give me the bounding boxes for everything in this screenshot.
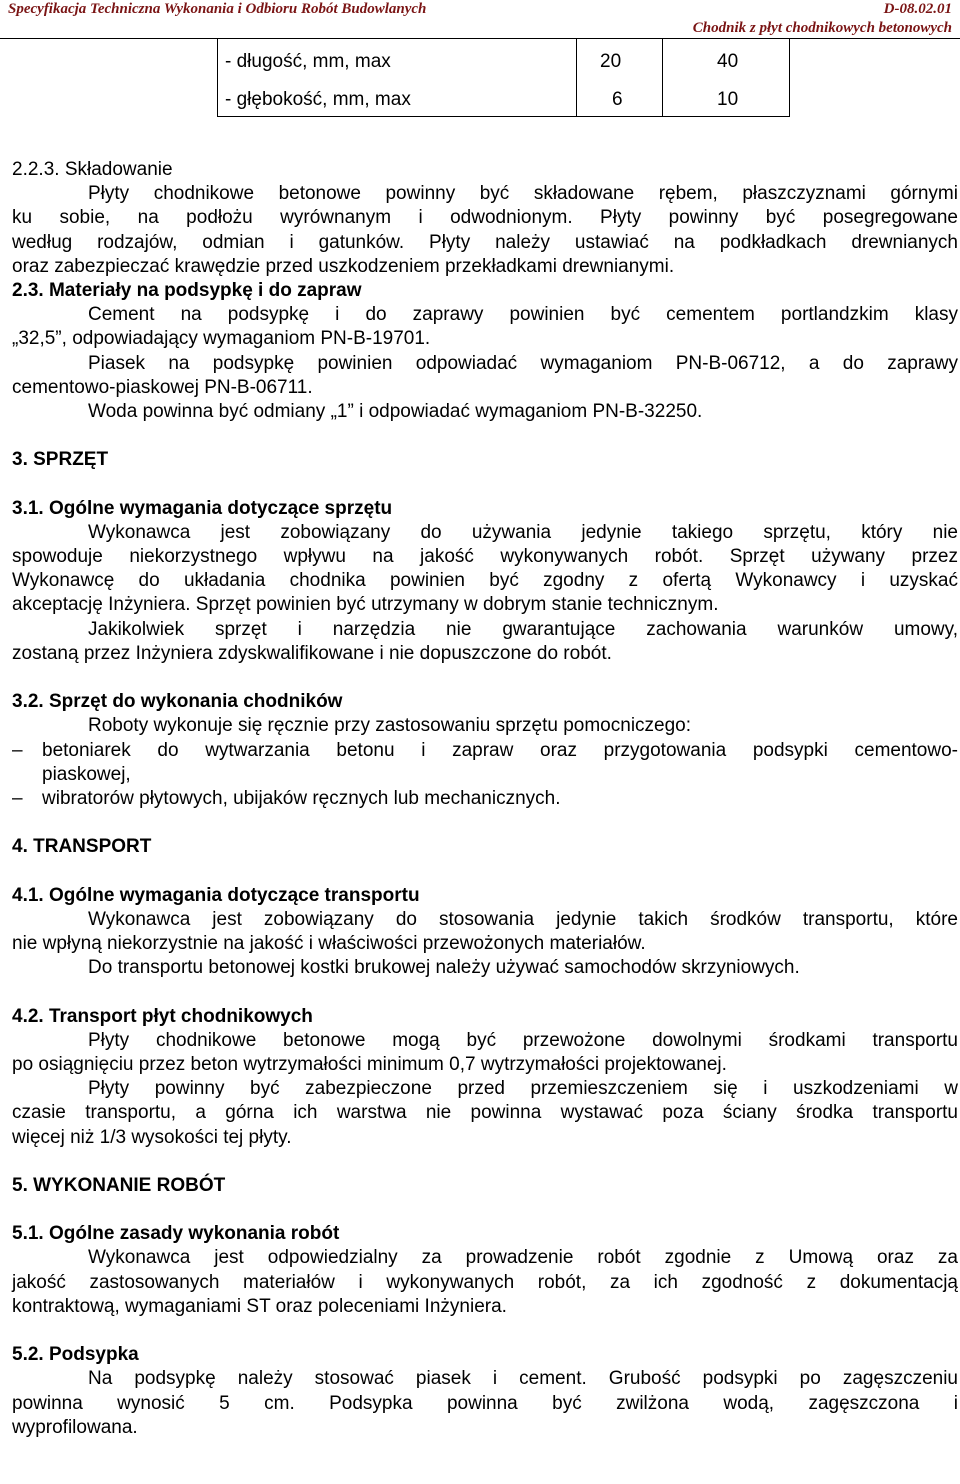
dash-bullet-icon: –: [12, 739, 23, 761]
chapter-heading: 5. WYKONANIE ROBÓT: [12, 1174, 226, 1196]
paragraph-line: cementowo-piaskowej PN-B-06711.: [12, 376, 313, 398]
paragraph-line: Wykonawca jest odpowiedzialny za prowadzenie robót zgodnie z Umową oraz za: [88, 1247, 958, 1269]
spacer: [12, 424, 958, 448]
list-item-continuation: piaskowej,: [42, 763, 131, 785]
list-item-text: betoniarek do wytwarzania betonu i zapraw oraz przygotowania podsypki cementowo-: [42, 739, 958, 761]
table-cell-value: 10: [717, 89, 739, 110]
paragraph-line: Płyty chodnikowe betonowe mogą być przewożone dowolnymi środkami transportu: [88, 1029, 958, 1051]
list-item: [12, 739, 958, 763]
spacer: [12, 666, 958, 690]
paragraph-line: oraz zabezpieczać krawędzie przed uszkodzeniem przekładkami drewnianymi.: [12, 255, 675, 277]
paragraph-line: Cement na podsypkę i do zaprawy powinien być cementem portlandzkim klasy: [88, 304, 958, 326]
table-border-bottom: [217, 116, 790, 117]
section-heading: 2.2.3. Składowanie: [12, 159, 173, 180]
paragraph-line: Piasek na podsypkę powinien odpowiadać wymaganiom PN-B-06712, a do zaprawy: [88, 352, 958, 374]
paragraph-line: nie wpłyną niekorzystnie na jakość i właściwości przewożonych materiałów.: [12, 933, 646, 954]
table-cell-value: 6: [612, 89, 623, 110]
paragraph-line: wyprofilowana.: [12, 1416, 138, 1438]
paragraph-line: Wykonawca jest zobowiązany do stosowania jedynie takich środków transportu, które: [88, 908, 958, 930]
spacer: [12, 1198, 958, 1222]
table-divider-2: [662, 39, 663, 117]
header-spec-code: D-08.02.01: [883, 1, 952, 17]
spacer: [12, 859, 958, 883]
paragraph-line: akceptację Inżyniera. Sprzęt powinien być utrzymany w dobrym stanie technicznym.: [12, 594, 719, 616]
table-row-label: - długość, mm, max: [225, 51, 391, 72]
section-heading: 2.3. Materiały na podsypkę i do zapraw: [12, 279, 362, 301]
paragraph-line: powinna wynosić 5 cm. Podsypka powinna być zwilżona wodą, zagęszczona i: [12, 1392, 958, 1414]
header-document-title: Specyfikacja Techniczna Wykonania i Odbioru Robót Budowlanych: [8, 1, 427, 17]
paragraph-line: Na podsypkę należy stosować piasek i cement. Grubość podsypki po zagęszczeniu: [88, 1368, 958, 1390]
paragraph-line: zostaną przez Inżyniera zdyskwalifikowane i nie dopuszczone do robót.: [12, 642, 612, 664]
header-subtitle: Chodnik z płyt chodnikowych betonowych: [692, 20, 952, 36]
table-divider-1: [576, 39, 577, 117]
spacer: [12, 811, 958, 835]
document-body: [12, 158, 958, 1440]
spacer: [12, 1150, 958, 1174]
paragraph-line: ku sobie, na podłożu wyrównanym i odwodnionym. Płyty powinny być posegregowane: [12, 207, 958, 229]
paragraph-line: Woda powinna być odmiany „1” i odpowiadać wymaganiom PN-B-32250.: [88, 400, 703, 422]
paragraph-line: Wykonawcę do układania chodnika powinien być zgodny z ofertą Wykonawcy i uzyskać: [12, 570, 958, 592]
section-heading: 5.2. Podsypka: [12, 1344, 139, 1366]
paragraph-line: po osiągnięciu przez beton wytrzymałości minimum 0,7 wytrzymałości projektowanej.: [12, 1053, 727, 1075]
spacer: [12, 1319, 958, 1343]
section-heading: 3.2. Sprzęt do wykonania chodników: [12, 691, 343, 713]
section-heading: 3.1. Ogólne wymagania dotyczące sprzętu: [12, 497, 393, 519]
table-cell-value: 40: [717, 51, 739, 72]
paragraph-line: więcej niż 1/3 wysokości tej płyty.: [12, 1126, 292, 1148]
chapter-heading: 3. SPRZĘT: [12, 449, 109, 471]
paragraph-line: spowoduje niekorzystnego wpływu na jakość wykonywanych robót. Sprzęt używany przez: [12, 546, 958, 567]
section-heading: 5.1. Ogólne zasady wykonania robót: [12, 1223, 340, 1245]
paragraph-line: Wykonawca jest zobowiązany do używania jedynie takiego sprzętu, który nie: [88, 521, 958, 543]
section-heading: 4.1. Ogólne wymagania dotyczące transportu: [12, 884, 420, 906]
paragraph-line: Do transportu betonowej kostki brukowej należy używać samochodów skrzyniowych.: [88, 957, 800, 979]
spacer: [12, 980, 958, 1004]
table-row-label: - głębokość, mm, max: [225, 89, 411, 110]
paragraph-line: kontraktową, wymaganiami ST oraz poleceniami Inżyniera.: [12, 1295, 507, 1317]
paragraph-line: Roboty wykonuje się ręcznie przy zastosowaniu sprzętu pomocniczego:: [88, 715, 692, 737]
list-item-text: wibratorów płytowych, ubijaków ręcznych lub mechanicznych.: [42, 787, 561, 809]
paragraph-line: jakość zastosowanych materiałów i wykonywanych robót, za ich zgodność z dokumentacją: [12, 1271, 958, 1293]
table-border-right: [789, 39, 790, 117]
paragraph-line: Płyty powinny być zabezpieczone przed przemieszczeniem się i uszkodzeniami w: [88, 1078, 958, 1100]
page-header: [0, 0, 960, 39]
list-item: [12, 787, 958, 811]
paragraph-line: „32,5”, odpowiadający wymaganiom PN-B-19701.: [12, 328, 431, 350]
paragraph-line: według rodzajów, odmian i gatunków. Płyty należy ustawiać na podkładkach drewnianych: [12, 231, 958, 253]
table-cell-value: 20: [600, 51, 622, 72]
paragraph-line: czasie transportu, a górna ich warstwa nie powinna wystawać poza ściany środka transportu: [12, 1102, 958, 1124]
dash-bullet-icon: –: [12, 787, 23, 809]
spacer: [12, 472, 958, 496]
section-heading: 4.2. Transport płyt chodnikowych: [12, 1005, 313, 1027]
paragraph-line: Płyty chodnikowe betonowe powinny być składowane rębem, płaszczyznami górnymi: [88, 183, 958, 205]
chapter-heading: 4. TRANSPORT: [12, 836, 152, 858]
table-border-left: [217, 39, 218, 117]
dimension-tolerance-table: [217, 39, 790, 117]
paragraph-line: Jakikolwiek sprzęt i narzędzia nie gwarantujące zachowania warunków umowy,: [88, 618, 958, 640]
